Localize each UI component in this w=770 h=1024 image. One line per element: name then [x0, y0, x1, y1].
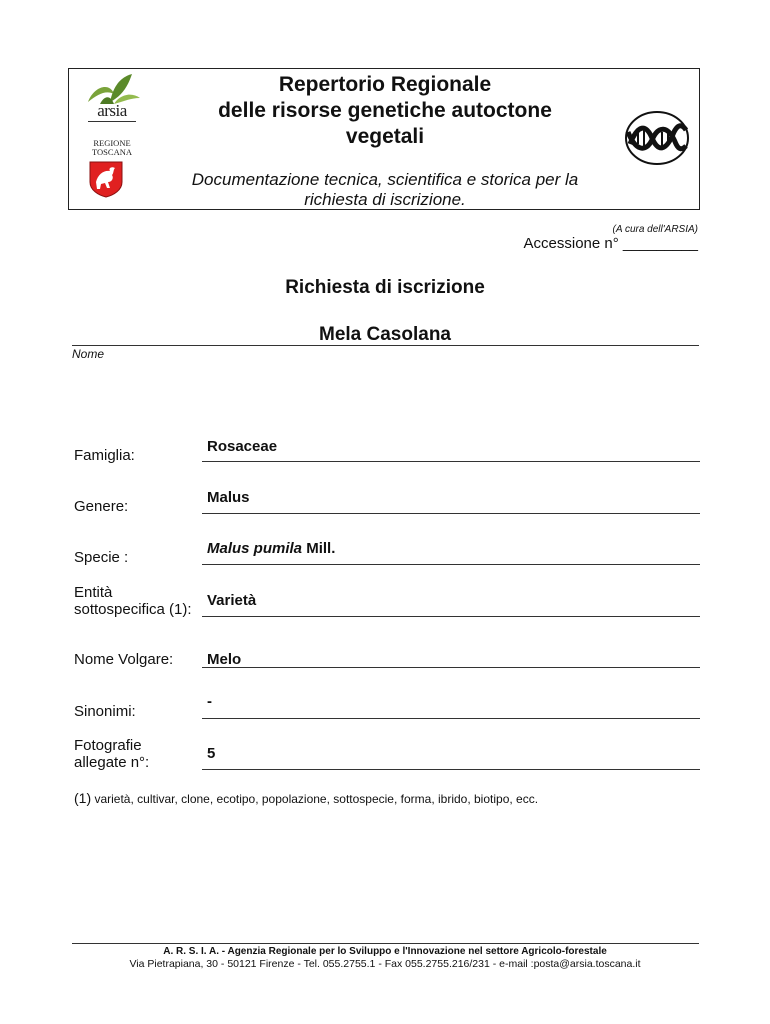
famiglia-label: Famiglia:: [74, 447, 135, 464]
fotografie-label-line1: Fotografie: [74, 737, 142, 754]
entita-label: [74, 584, 192, 618]
footnote: [74, 790, 538, 806]
regione-line2: TOSCANA: [92, 147, 132, 157]
specie-value: [207, 540, 335, 557]
nome-volgare-value: Melo: [207, 651, 242, 668]
name-value: Mela Casolana: [319, 324, 451, 345]
specie-value-author: Mill.: [302, 540, 336, 557]
regione-logo-text: [82, 139, 142, 157]
arsia-logo-text: arsia: [97, 101, 127, 120]
title-line1: Repertorio Regionale: [278, 73, 492, 96]
specie-label: Specie :: [74, 549, 129, 566]
footer-contacts: Via Pietrapiana, 30 - 50121 Firenze - Tel. 055.2755.1 - Fax 055.2755.216/231 - e-mail :posta@arsia.toscana.it: [129, 958, 641, 970]
sinonimi-underline: [202, 718, 700, 719]
entita-label-line1: Entità: [74, 584, 113, 601]
footnote-text: varietà, cultivar, clone, ecotipo, popolazione, sottospecie, forma, ibrido, biotipo, ecc.: [91, 792, 539, 806]
page-title: [150, 72, 620, 150]
name-underline: [72, 345, 699, 346]
famiglia-underline: [202, 461, 700, 462]
page-subtitle: [150, 170, 620, 210]
dna-emblem-icon: [624, 110, 690, 166]
genere-value: Malus: [207, 489, 250, 506]
sinonimi-value: -: [207, 693, 212, 710]
title-line3: vegetali: [345, 125, 425, 148]
entita-underline: [202, 616, 700, 617]
footnote-marker: (1): [74, 790, 92, 806]
subtitle-line2: richiesta di iscrizione.: [304, 190, 466, 209]
subtitle-line1: Documentazione tecnica, scientifica e storica per la: [191, 170, 579, 189]
regione-line1: REGIONE: [93, 138, 131, 148]
name-label: Nome: [72, 347, 105, 361]
sinonimi-label: Sinonimi:: [74, 703, 136, 720]
fotografie-label: [74, 737, 149, 771]
accession-number: Accessione n° _________: [523, 235, 698, 252]
curated-note: (A cura dell'ARSIA): [612, 224, 698, 235]
genere-label: Genere:: [74, 498, 129, 515]
footer-divider: [72, 943, 699, 944]
nome-volgare-underline: [202, 667, 700, 668]
regione-toscana-shield-icon: [88, 160, 124, 198]
nome-volgare-label: Nome Volgare:: [74, 651, 174, 668]
request-title: Richiesta di iscrizione: [285, 277, 485, 298]
fotografie-label-line2: allegate n°:: [74, 754, 150, 771]
logo-divider: [88, 121, 136, 122]
fotografie-underline: [202, 769, 700, 770]
fotografie-value: 5: [207, 745, 216, 762]
famiglia-value: Rosaceae: [207, 438, 278, 455]
title-line2: delle risorse genetiche autoctone: [218, 99, 552, 122]
specie-value-italic: Malus pumila: [207, 540, 303, 557]
footer-agency: A. R. S. I. A. - Agenzia Regionale per lo Sviluppo e l'Innovazione nel settore Agricolo-forestale: [163, 946, 607, 957]
entita-value: Varietà: [207, 592, 257, 609]
genere-underline: [202, 513, 700, 514]
specie-underline: [202, 564, 700, 565]
entita-label-line2: sottospecifica (1):: [74, 601, 192, 618]
